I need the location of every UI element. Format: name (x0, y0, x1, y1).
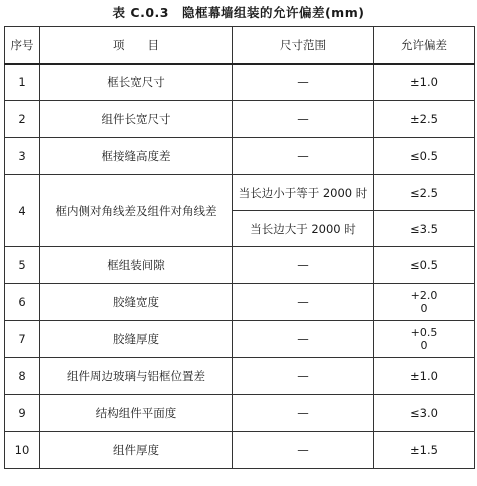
row-no: 7 (5, 321, 40, 358)
header-no: 序号 (5, 27, 40, 64)
header-row (5, 27, 475, 64)
row-item: 结构组件平面度 (40, 395, 233, 432)
header-item: 项 目 (40, 27, 233, 64)
row-item: 胶缝宽度 (40, 284, 233, 321)
row-item: 组件长宽尺寸 (40, 101, 233, 138)
row-item: 框组装间隙 (40, 247, 233, 284)
table-row (5, 64, 475, 101)
row-item: 框内侧对角线差及组件对角线差 (40, 175, 233, 247)
row-no: 4 (5, 175, 40, 247)
header-range: 尺寸范围 (233, 27, 374, 64)
row-item: 组件厚度 (40, 432, 233, 469)
row-tolerance: ±1.0 (374, 64, 475, 101)
row-no: 8 (5, 358, 40, 395)
row-no: 10 (5, 432, 40, 469)
tolerance-lower: 0 (420, 339, 428, 352)
row-tolerance (374, 321, 475, 358)
table-caption: 表 C.0.3 隐框幕墙组装的允许偏差(mm) (112, 5, 365, 20)
table-row (5, 175, 475, 211)
table-row (5, 321, 475, 358)
table-row (5, 358, 475, 395)
row-tolerance: ≤0.5 (374, 247, 475, 284)
row-range: — (233, 284, 374, 321)
row-no: 2 (5, 101, 40, 138)
table-row (5, 284, 475, 321)
row-tolerance: ≤0.5 (374, 138, 475, 175)
row-tolerance-sub: ≤2.5 (374, 175, 475, 211)
row-range: — (233, 64, 374, 101)
header-tolerance: 允许偏差 (374, 27, 475, 64)
row-tolerance (374, 284, 475, 321)
row-range: — (233, 247, 374, 284)
table-row (5, 247, 475, 284)
row-tolerance: ±2.5 (374, 101, 475, 138)
row-tolerance: ≤3.0 (374, 395, 475, 432)
row-item: 组件周边玻璃与铝框位置差 (40, 358, 233, 395)
row-no: 1 (5, 64, 40, 101)
stacked-tolerance (411, 289, 438, 315)
tolerance-upper: +0.5 (410, 326, 438, 339)
tolerance-table (4, 26, 475, 469)
row-tolerance: ±1.0 (374, 358, 475, 395)
row-no: 6 (5, 284, 40, 321)
row-range: — (233, 138, 374, 175)
row-range: — (233, 395, 374, 432)
stacked-tolerance (411, 326, 438, 352)
row-range: — (233, 432, 374, 469)
row-tolerance-sub: ≤3.5 (374, 211, 475, 247)
row-no: 9 (5, 395, 40, 432)
row-range: — (233, 321, 374, 358)
row-item: 框长宽尺寸 (40, 64, 233, 101)
tolerance-lower: 0 (420, 302, 428, 315)
tolerance-upper: +2.0 (410, 289, 438, 302)
row-range-sub: 当长边小于等于 2000 时 (233, 175, 374, 211)
row-range-sub: 当长边大于 2000 时 (233, 211, 374, 247)
row-range: — (233, 358, 374, 395)
table-row (5, 432, 475, 469)
row-range: — (233, 101, 374, 138)
row-item: 胶缝厚度 (40, 321, 233, 358)
row-tolerance: ±1.5 (374, 432, 475, 469)
table-row (5, 395, 475, 432)
row-no: 3 (5, 138, 40, 175)
table-row (5, 138, 475, 175)
table-row (5, 101, 475, 138)
row-no: 5 (5, 247, 40, 284)
row-item: 框接缝高度差 (40, 138, 233, 175)
